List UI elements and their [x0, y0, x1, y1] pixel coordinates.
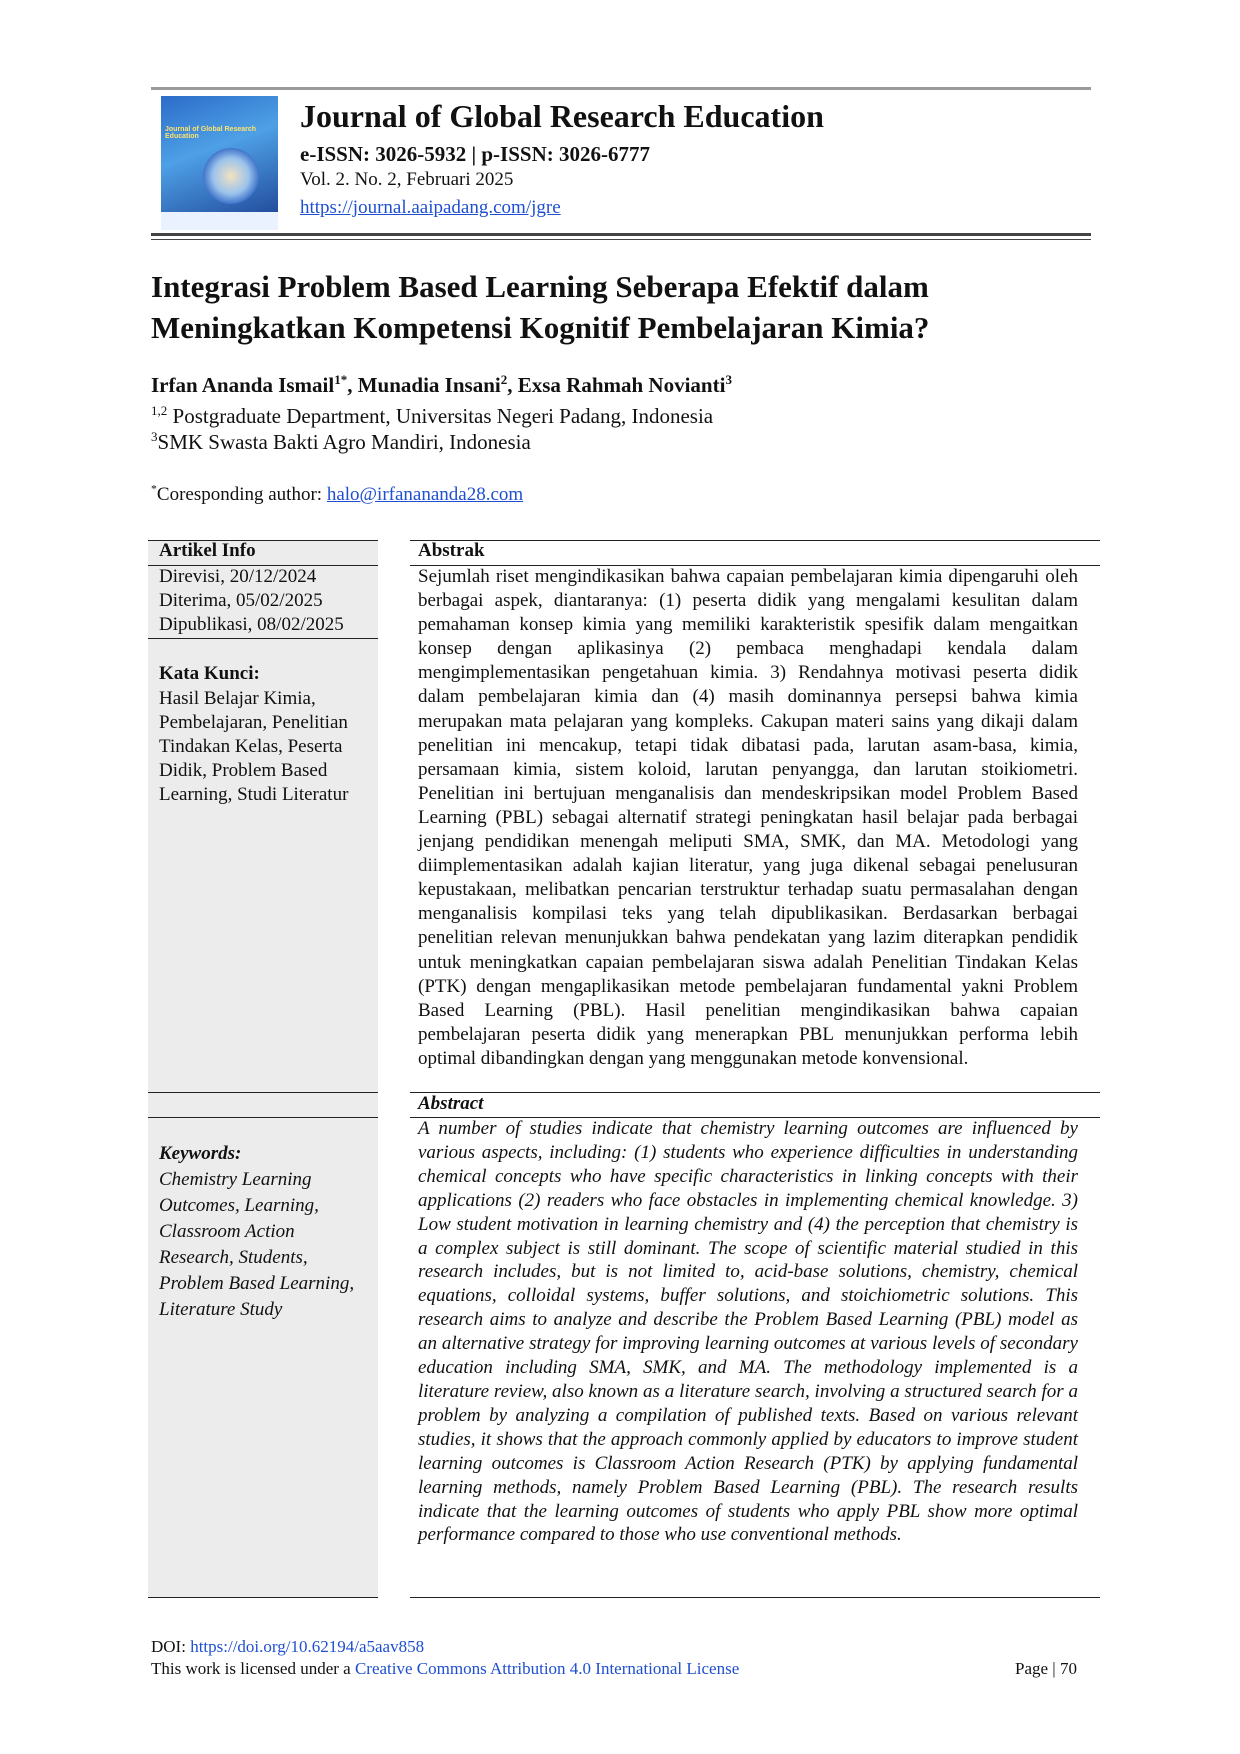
license-prefix: This work is licensed under a	[151, 1659, 355, 1678]
author-name: Irfan Ananda Ismail	[151, 373, 335, 397]
page-number: Page | 70	[1015, 1659, 1077, 1678]
cover-title: Journal of Global Research Education	[165, 126, 257, 140]
journal-cover-image	[161, 96, 278, 230]
abstrak-text: Sejumlah riset mengindikasikan bahwa capaian pembelajaran kimia dipengaruhi oleh berbagai aspek, diantaranya: (1) peserta didik yang mengalami kesulitan dalam pemahaman konsep kimia yang memiliki karakteristik spesifik dalam mengaitkan konsep dengan aplikasinya (2) pembaca menghadapi kendala dalam mengimplementasikan pengetahuan kimia. 3) Rendahnya motivasi peserta didik dalam pembelajaran kimia dan (4) masih dominannya persepsi bahwa kimia merupakan mata pelajaran yang kompleks. Cakupan materi sains yang dikaji dalam penelitian ini mencakup, tetapi tidak dibatasi pada, larutan asam-basa, kimia, persamaan kimia, sistem koloid, larutan penyangga, dan larutan stoikiometri. Penelitian ini bertujuan menganalisis dan mendeskripsikan model Problem Based Learning (PBL) sebagai alternatif strategi peningkatan hasil belajar pada berbagai jenjang pendidikan menengah meliputi SMA, SMK, dan MA. Metodologi yang diimplementasikan adalah kajian literatur, yang juga dikenal sebagai penelusuran kepustakaan, melibatkan pencarian terstruktur terhadap suatu permasalahan dengan menganalisis kompilasi teks yang telah dipublikasikan. Berdasarkan berbagai penelitian relevan menunjukkan bahwa pendekatan yang lazim diterapkan pendidik untuk meningkatkan capaian pembelajaran siswa adalah Penelitian Tindakan Kelas (PTK) dengan mengaplikasikan metode pembelajaran fundamental yakni Problem Based Learning (PBL). Hasil penelitian mengindikasikan bahwa capaian pembelajaran peserta didik yang menerapkan PBL menunjukkan performa lebih optimal dibandingkan dengan yang menggunakan metode konvensional.	[418, 566, 1078, 1069]
affiliation-text: Postgraduate Department, Universitas Negeri Padang, Indonesia	[167, 404, 714, 428]
kata-kunci-heading: Kata Kunci:	[159, 663, 260, 684]
author-sup: 3	[725, 372, 732, 387]
abstrak-heading: Abstrak	[418, 540, 485, 561]
corresponding-email-link[interactable]: halo@irfananandа28.com	[326, 484, 524, 505]
abstract-rule	[410, 540, 1100, 541]
author-name: Exsa Rahmah Novianti	[517, 373, 726, 397]
info-rule	[148, 1117, 378, 1118]
abstract-rule	[410, 1597, 1100, 1598]
date-revised: Direvisi, 20/12/2024	[159, 566, 317, 587]
journal-volume: Vol. 2. No. 2, Februari 2025	[300, 169, 514, 190]
corresponding-label: Coresponding author:	[156, 484, 327, 505]
doi-label: DOI:	[151, 1637, 191, 1656]
kata-kunci-text: Hasil Belajar Kimia, Pembelajaran, Penelitian Tindakan Kelas, Peserta Didik, Problem Based Learning, Studi Literatur	[159, 688, 349, 805]
affiliation-2	[151, 430, 531, 455]
journal-issn: e-ISSN: 3026-5932 | p-ISSN: 3026-6777	[300, 142, 650, 166]
abstract-heading: Abstract	[418, 1093, 484, 1114]
cover-illustration	[203, 148, 259, 204]
paper-title: Integrasi Problem Based Learning Seberapa Efektif dalam Meningkatkan Kompetensi Kognitif Pembelajaran Kimia?	[151, 269, 930, 345]
corresponding-sup: *	[151, 482, 157, 496]
affiliation-text: SMK Swasta Bakti Agro Mandiri, Indonesia	[157, 430, 531, 454]
journal-title: Journal of Global Research Education	[300, 98, 824, 134]
date-accepted: Diterima, 05/02/2025	[159, 590, 323, 611]
corresponding-author	[151, 484, 523, 506]
affiliation-1	[151, 404, 713, 429]
doi-line	[151, 1637, 424, 1657]
license-line	[151, 1659, 739, 1679]
header-bottom-rule	[151, 233, 1091, 236]
info-rule	[148, 638, 378, 639]
affiliation-sup: 3	[151, 429, 158, 444]
cover-bottom-strip	[161, 212, 278, 230]
abstract-rule	[410, 1092, 1100, 1093]
info-rule	[148, 1597, 378, 1598]
author-sup: 1*	[334, 372, 348, 387]
header-bottom-rule-thin	[151, 239, 1091, 240]
author-name: Munadia Insani	[357, 373, 501, 397]
date-published: Dipublikasi, 08/02/2025	[159, 614, 344, 635]
author-list: Irfan Ananda Ismail$^{1*}$, Munadia Insani$^2$, Exsa Rahmah Novianti$^3$	[151, 372, 732, 397]
doi-link[interactable]: https://doi.org/10.62194/a5aav858	[190, 1637, 425, 1656]
info-rule	[148, 1092, 378, 1093]
keywords-heading: Keywords:	[159, 1143, 242, 1164]
affiliation-sup: 1,2	[151, 403, 168, 418]
author-sup: 2	[500, 372, 508, 387]
article-info-heading: Artikel Info	[159, 540, 256, 561]
license-link[interactable]: Creative Commons Attribution 4.0 International License	[354, 1659, 740, 1678]
abstract-text: A number of studies indicate that chemistry learning outcomes are influenced by various aspects, including: (1) students who experience difficulties in understanding chemical concepts who have specific characteristics in linking concepts with their applications (2) readers who face obstacles in implementing chemical knowledge. 3) Low student motivation in learning chemistry and (4) the perception that chemistry is a complex subject is still dominant. The scope of scientific material studied in this research includes, but is not limited to, acid-base solutions, chemistry, chemical equations, colloidal systems, buffer solutions, and stoichiometric solutions. This research aims to analyze and describe the Problem Based Learning (PBL) model as an alternative strategy for improving learning outcomes at various levels of secondary education including SMA, SMK, and MA. The methodology implemented is a literature review, also known as a literature search, involving a structured search for a problem by analyzing a compilation of published texts. Based on various relevant studies, it shows that the approach commonly applied by educators to improve student learning outcomes is Classroom Action Research (PTK) by applying fundamental learning methods, namely Problem Based Learning (PBL). The research results indicate that the learning outcomes of students who apply PBL show more optimal performance compared to those who use conventional methods.	[418, 1118, 1078, 1546]
keywords-text: Chemistry Learning Outcomes, Learning, Classroom Action Research, Students, Problem Based Learning, Literature Study	[159, 1169, 355, 1320]
header-top-rule	[151, 87, 1091, 90]
journal-url-link[interactable]: https://journal.aaipadang.com/jgre	[300, 197, 561, 218]
